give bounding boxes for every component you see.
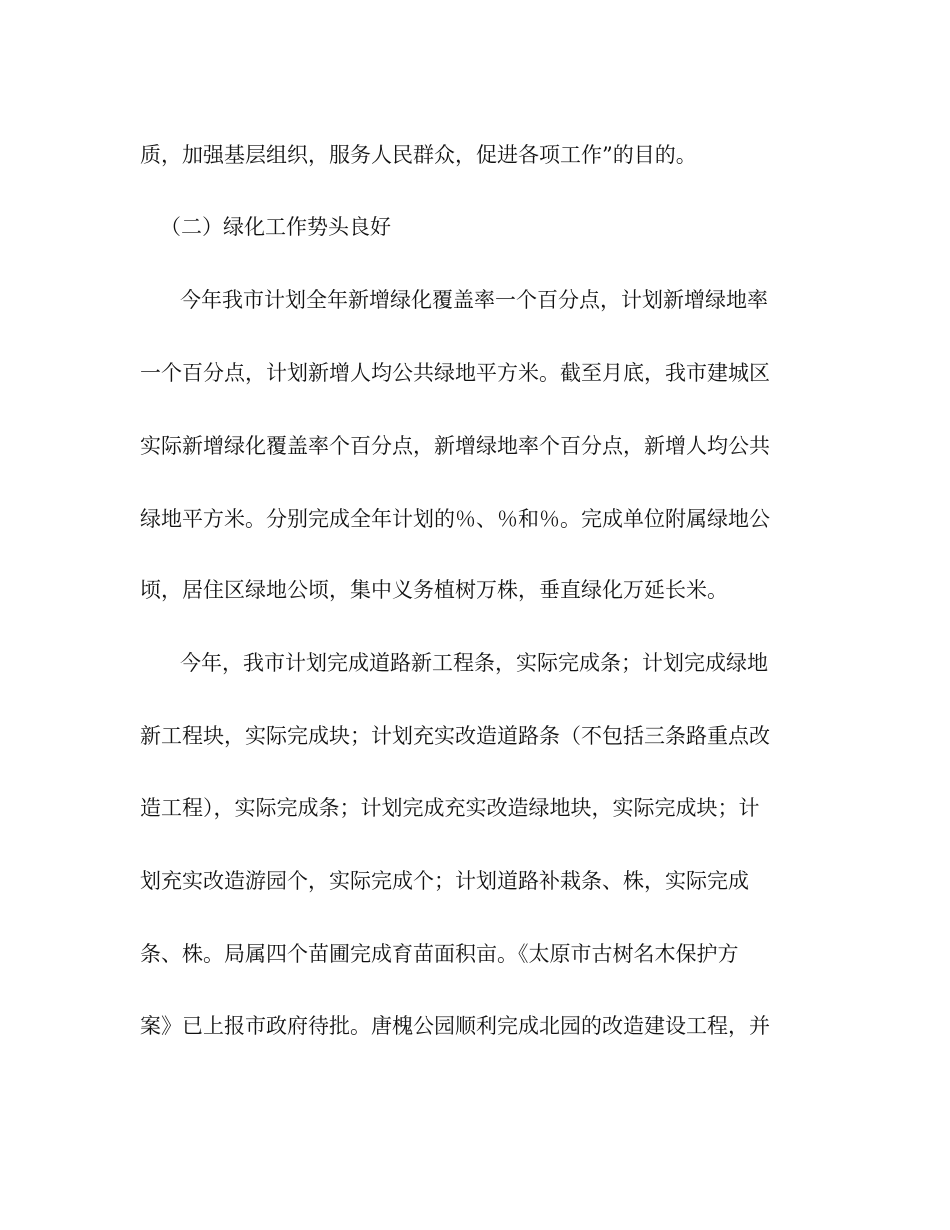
section-heading: （二）绿化工作势头良好 xyxy=(160,215,391,239)
paragraph-line: 实际新增绿化覆盖率个百分点，新增绿地率个百分点，新增人均公共 xyxy=(140,434,770,458)
paragraph-line: 质，加强基层组织，服务人民群众，促进各项工作”的目的。 xyxy=(140,143,697,167)
paragraph-line: 案》已上报市政府待批。唐槐公园顺利完成北园的改造建设工程，并 xyxy=(140,1014,770,1038)
paragraph-line: 顷，居住区绿地公顷，集中义务植树万株，垂直绿化万延长米。 xyxy=(140,578,728,602)
paragraph-line: 一个百分点，计划新增人均公共绿地平方米。截至月底，我市建城区 xyxy=(140,361,770,385)
paragraph-line: 造工程），实际完成条；计划完成充实改造绿地块，实际完成块；计 xyxy=(140,796,760,820)
paragraph-line: 今年，我市计划完成道路新工程条，实际完成条；计划完成绿地 xyxy=(180,651,768,675)
paragraph-line: 今年我市计划全年新增绿化覆盖率一个百分点，计划新增绿地率 xyxy=(180,288,768,312)
paragraph-line: 新工程块，实际完成块；计划充实改造道路条（不包括三条路重点改 xyxy=(140,724,770,748)
paragraph-line: 绿地平方米。分别完成全年计划的％、％和％。完成单位附属绿地公 xyxy=(140,507,770,531)
paragraph-line: 条、株。局属四个苗圃完成育苗面积亩。《太原市古树名木保护方 xyxy=(140,942,739,966)
paragraph-line: 划充实改造游园个，实际完成个；计划道路补栽条、株，实际完成 xyxy=(140,869,749,893)
